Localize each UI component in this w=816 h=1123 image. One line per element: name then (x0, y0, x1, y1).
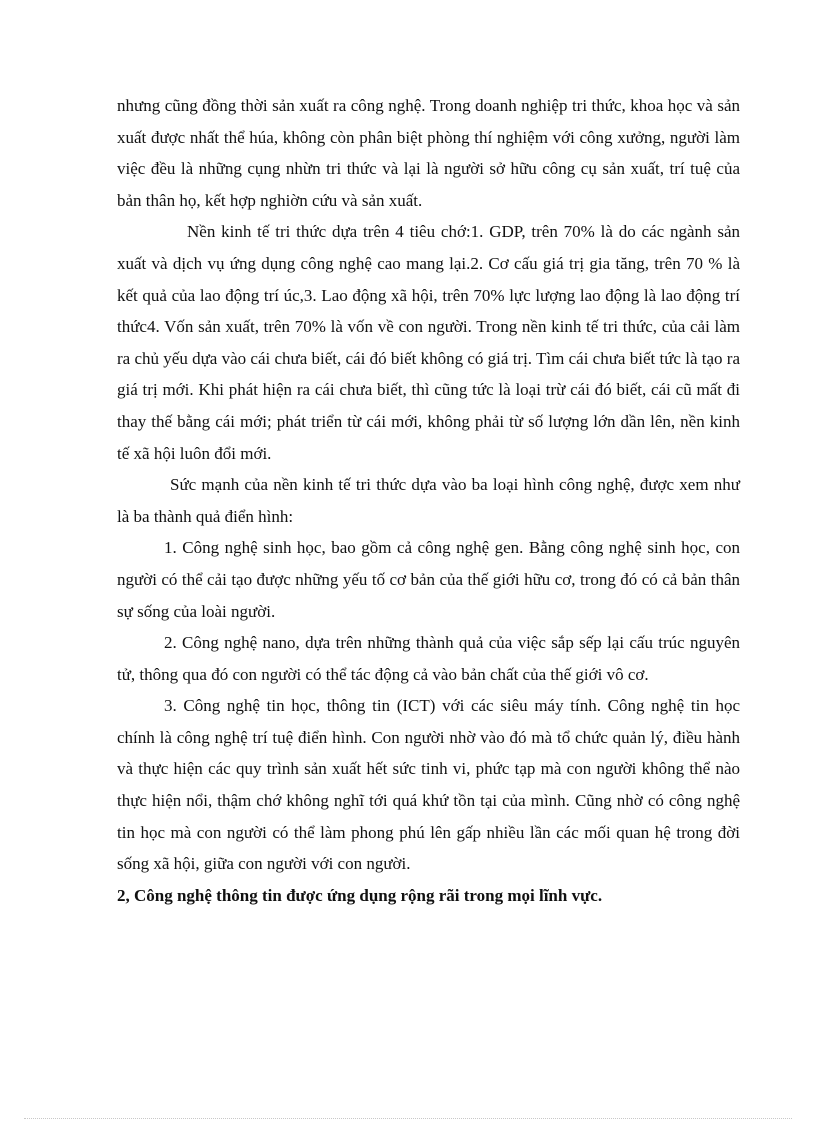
list-item-ict: 3. Công nghệ tin học, thông tin (ICT) với các siêu máy tính. Công nghệ tin học chính là công nghệ trí tuệ điển hình. Con người nhờ vào đó mà tổ chức quản lý, điều hành và thực hiện các quy trình sản xuất hết sức tinh vi, phức tạp mà con người không thể nào thực hiện nổi, thậm chớ không nghĩ tới quá khứ tồn tại của mình. Cũng nhờ có công nghệ tin học mà con người có thể làm phong phú lên gấp nhiều lần các mối quan hệ trong đời sống xã hội, giữa con người với con người. (117, 696, 740, 874)
section-heading: 2, Công nghệ thông tin được ứng dụng rộng rãi trong mọi lĩnh vực. (117, 885, 603, 905)
document-page (117, 90, 740, 911)
paragraph-continuation: nhưng cũng đồng thời sản xuất ra công nghệ. Trong doanh nghiệp tri thức, khoa học và sản xuất được nhất thể húa, không còn phân biệt phòng thí nghiệm với công xưởng, người làm việc đều là những cụng nhừn tri thức và lại là người sở hữu công cụ sản xuất, trí tuệ của bản thân họ, kết hợp nghiờn cứu và sản xuất. (117, 96, 740, 210)
page-bottom-divider (24, 1118, 792, 1119)
list-item-nanotechnology: 2. Công nghệ nano, dựa trên những thành quả của việc sắp sếp lại cấu trúc nguyên tử, thông qua đó con người có thể tác động cả vào bản chất của thế giới vô cơ. (117, 633, 740, 684)
paragraph-knowledge-economy-criteria: Nền kinh tế tri thức dựa trên 4 tiêu chớ:1. GDP, trên 70% là do các ngành sản xuất và dịch vụ ứng dụng công nghệ cao mang lại.2. Cơ cấu giá trị gia tăng, trên 70 % là kết quả của lao động trí úc,3. Lao động xã hội, trên 70% lực lượng lao động là lao động trí thức4. Vốn sản xuất, trên 70% là vốn về con người. Trong nền kinh tế tri thức, của cải làm ra chủ yếu dựa vào cái chưa biết, cái đó biết không có giá trị. Tìm cái chưa biết tức là tạo ra giá trị mới. Khi phát hiện ra cái chưa biết, thì cũng tức là loại trừ cái đó biết, cái cũ mất đi thay thế bằng cái mới; phát triển từ cái mới, không phải từ số lượng lớn dần lên, nền kinh tế xã hội luôn đổi mới. (117, 222, 740, 463)
paragraph-three-technologies-intro: Sức mạnh của nền kinh tế tri thức dựa vào ba loại hình công nghệ, được xem như là ba thành quả điển hình: (117, 475, 740, 526)
list-item-biotechnology: 1. Công nghệ sinh học, bao gồm cả công nghệ gen. Bằng công nghệ sinh học, con người có thể cải tạo được những yếu tố cơ bản của thế giới hữu cơ, trong đó có cả bản thân sự sống của loài người. (117, 538, 740, 621)
